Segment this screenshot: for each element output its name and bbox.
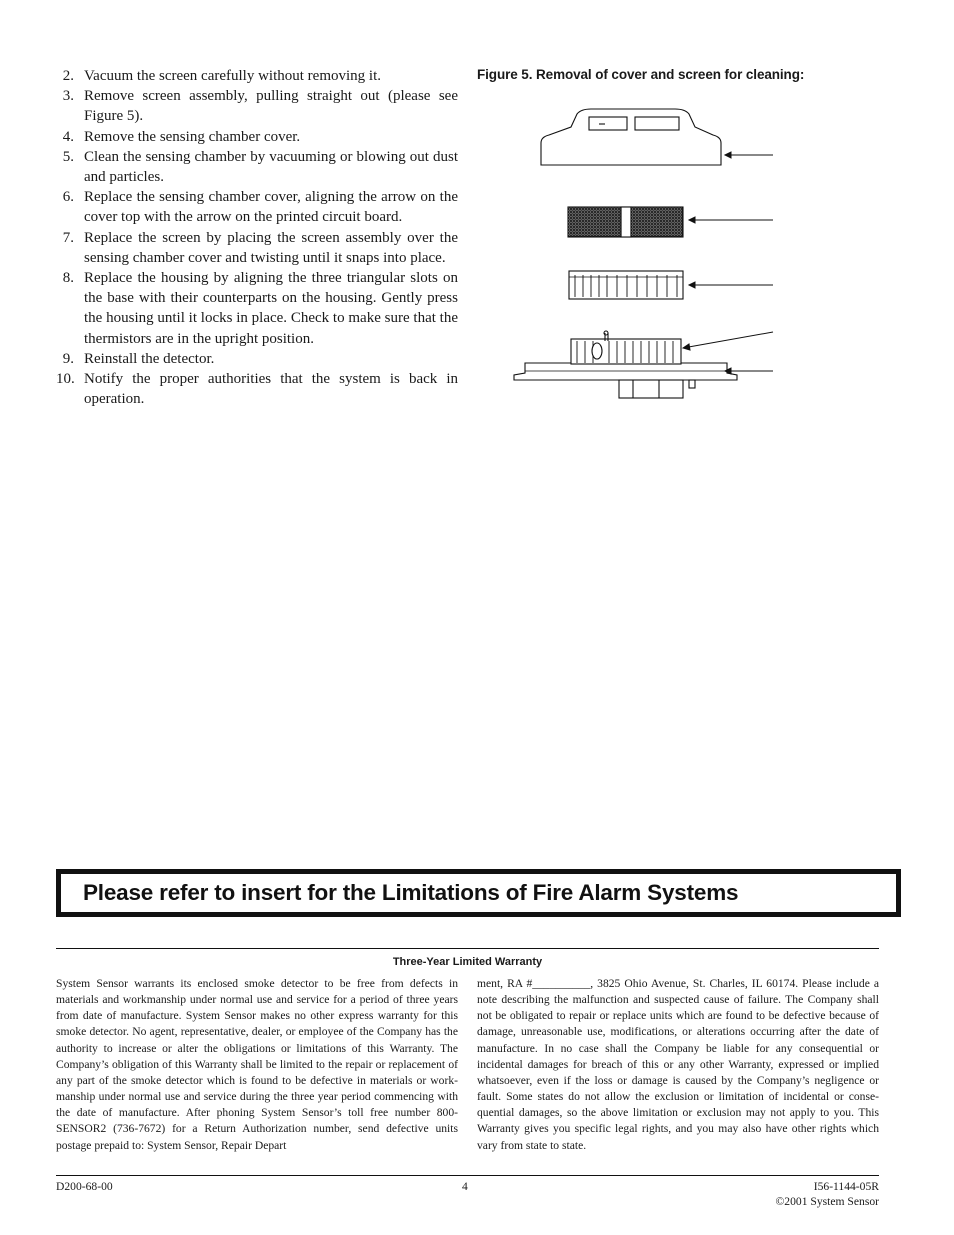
step-item (56, 187, 458, 227)
step-number: 10. (56, 371, 75, 388)
step-number: 2. (62, 68, 74, 84)
footer-right (776, 1179, 880, 1209)
step-text: Notify the proper authorities that the system is back in operation. (84, 371, 458, 408)
step-text: Replace the screen by placing the screen assembly over the sensing chamber cover and twisting until it snaps into place. (84, 229, 458, 266)
step-text: Replace the sensing chamber cover, aligning the arrow on the cover top with the arrow on the printed circuit board. (84, 189, 458, 226)
step-item (56, 86, 458, 126)
page-number: 4 (462, 1180, 468, 1193)
footer-copyright: ©2001 System Sensor (775, 1195, 879, 1208)
warranty-text-right: ment, RA #__________, 3825 Ohio Avenue, St. Charles, IL 60174. Please include a note describing the malfunction and suspected cause of failure. The Company shall not be obligated to repair or replace units which are found to be defective because of damage, unreasonable use, modifications, or alterations occurring after the date of manufacture. In no case shall the Company be liable for any consequential or incidental damages for breach of this or any other Warranty, expressed or implied whatsoever, even if the loss or damage is caused by the Company’s negligence or fault. Some states do not allow the exclusion or limitation of incidental or consequential damages, so the above limitation or exclusion may not apply to you. This Warranty gives you specific legal rights, and you may also have other rights which vary from state to state. (477, 977, 879, 1152)
pointer-lines (683, 152, 773, 374)
warranty-text-left: System Sensor warrants its enclosed smoke detector to be free from defects in materials and workmanship under normal use and service for a period of three years from date of manufacture. System Sensor makes no other express warranty for this smoke detector. No agent, representative, dealer, or employee of the Company has the authority to increase or alter the obligations or limitations of this Warranty. The Company’s obligation of this Warranty shall be limited to the repair or replacement of any part of the smoke detector which is found to be defective in materials or workmanship under normal use and service during the three year period commencing with the date of manufacture. After phoning System Sensor’s toll free number 800-SENSOR2 (736-7672) for a Return Authorization number, send defective units postage prepaid to: System Sensor, Repair Depart (56, 977, 458, 1152)
figure-title: Figure 5. Removal of cover and screen for cleaning: (477, 67, 805, 82)
step-number: 6. (62, 189, 74, 206)
footer-rule (56, 1175, 879, 1176)
step-text: Clean the sensing chamber by vacuuming or blowing out dust and particles. (84, 148, 458, 186)
step-item (56, 127, 458, 147)
exploded-detector-diagram (505, 95, 785, 405)
footer-doc-number: D200-68-00 (56, 1180, 113, 1193)
step-item (56, 228, 458, 268)
step-number: 7. (62, 229, 74, 246)
step-item (56, 147, 458, 187)
housing-cover-drawing (541, 109, 721, 165)
chamber-cover-drawing (569, 271, 683, 299)
step-item (56, 66, 458, 86)
step-number: 5. (62, 148, 74, 165)
cleaning-steps-list (56, 66, 458, 409)
step-text: Remove screen assembly, pulling straight out (please see Figure 5). (84, 88, 458, 125)
warranty-top-rule (56, 948, 879, 949)
step-text: Vacuum the screen carefully without removing it. (84, 68, 381, 84)
step-number: 4. (62, 128, 74, 145)
step-text: Reinstall the detector. (84, 350, 215, 367)
footer-part-number: I56-1144-05R (813, 1180, 879, 1193)
screen-drawing (568, 207, 683, 237)
step-item (56, 268, 458, 349)
step-item (56, 369, 458, 409)
step-number: 3. (62, 88, 74, 105)
limitations-banner (56, 869, 901, 917)
detector-base-drawing (514, 331, 737, 398)
step-number: 9. (62, 350, 74, 367)
step-text: Remove the sensing chamber cover. (84, 128, 301, 145)
step-number: 8. (62, 270, 74, 287)
banner-text: Please refer to insert for the Limitations of Fire Alarm Systems (83, 880, 739, 905)
step-text: Replace the housing by aligning the three triangular slots on the base with their counterparts on the housing. Gently press the housing until it locks in place. Check to make sure that the thermistors are in the upright position. (84, 270, 458, 347)
step-item (56, 349, 458, 369)
warranty-title: Three-Year Limited Warranty (392, 956, 543, 968)
